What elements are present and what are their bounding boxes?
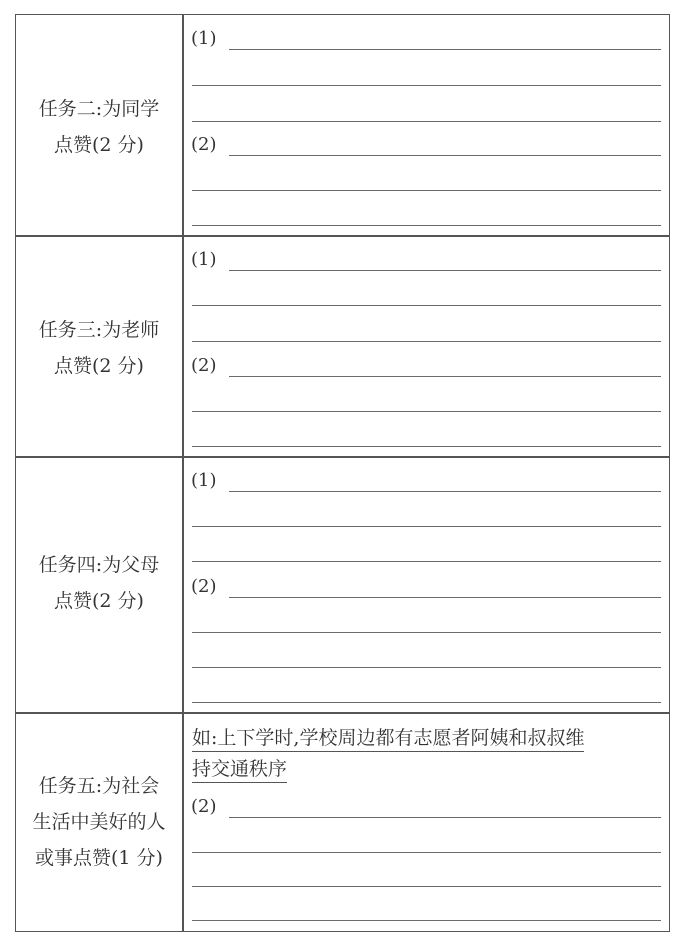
column-divider — [182, 15, 184, 931]
task-label-line: 任务三:为老师 — [38, 319, 160, 341]
sample-answer-line: 如:上下学时,学校周边都有志愿者阿姨和叔叔维 — [192, 727, 584, 752]
task-label-2 — [16, 91, 182, 163]
answer-line[interactable] — [192, 632, 661, 633]
question-number: (2) — [191, 355, 217, 376]
row-divider — [16, 235, 669, 237]
question-number: (2) — [191, 796, 217, 817]
answer-line[interactable] — [192, 852, 661, 853]
answer-line[interactable] — [229, 491, 661, 492]
answer-line[interactable] — [229, 270, 661, 271]
question-number: (1) — [191, 470, 217, 491]
question-number: (2) — [191, 134, 217, 155]
answer-line[interactable] — [192, 702, 661, 703]
answer-line[interactable] — [229, 376, 661, 377]
answer-line[interactable] — [229, 597, 661, 598]
task-label-line: 任务二:为同学 — [38, 98, 160, 120]
task-label-line: 生活中美好的人 — [32, 811, 166, 833]
answer-line[interactable] — [192, 667, 661, 668]
answer-line[interactable] — [192, 225, 661, 226]
answer-line[interactable] — [192, 886, 661, 887]
task-label-5 — [16, 768, 182, 876]
row-divider — [16, 456, 669, 458]
answer-line[interactable] — [192, 121, 661, 122]
answer-line[interactable] — [192, 446, 661, 447]
answer-line[interactable] — [229, 49, 661, 50]
answer-line[interactable] — [192, 305, 661, 306]
question-number: (1) — [191, 28, 217, 49]
task-label-3 — [16, 312, 182, 384]
answer-line[interactable] — [229, 817, 661, 818]
task-label-line: 点赞(2 分) — [54, 355, 144, 377]
answer-line[interactable] — [229, 155, 661, 156]
answer-line[interactable] — [192, 190, 661, 191]
task-label-line: 点赞(2 分) — [54, 134, 144, 156]
task-label-line: 任务五:为社会 — [38, 775, 160, 797]
answer-line[interactable] — [192, 85, 661, 86]
question-number: (1) — [191, 249, 217, 270]
row-divider — [16, 712, 669, 714]
task-label-4 — [16, 547, 182, 619]
answer-line[interactable] — [192, 341, 661, 342]
answer-line[interactable] — [192, 920, 661, 921]
answer-line[interactable] — [192, 526, 661, 527]
answer-line[interactable] — [192, 411, 661, 412]
sample-answer — [192, 723, 667, 785]
answer-line[interactable] — [192, 561, 661, 562]
task-label-line: 或事点赞(1 分) — [35, 847, 163, 869]
task-label-line: 任务四:为父母 — [38, 554, 160, 576]
question-number: (2) — [191, 576, 217, 597]
sample-answer-line: 持交通秩序 — [192, 758, 287, 783]
task-label-line: 点赞(2 分) — [54, 590, 144, 612]
worksheet-table — [15, 14, 670, 932]
